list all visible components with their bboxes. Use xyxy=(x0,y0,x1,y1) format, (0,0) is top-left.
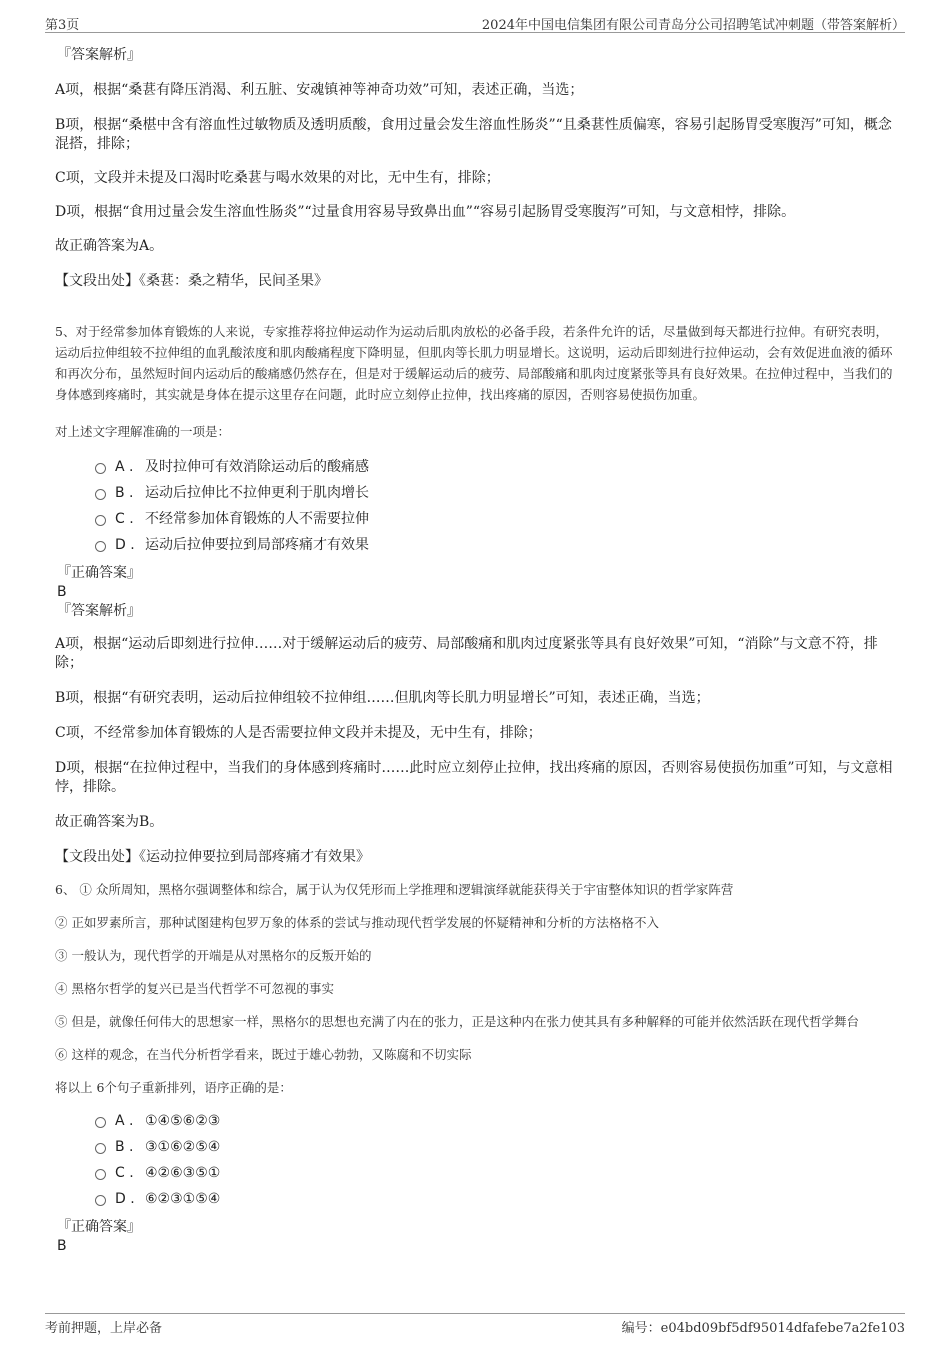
radio-icon[interactable] xyxy=(95,1169,106,1180)
radio-icon[interactable] xyxy=(95,463,106,474)
q5-analysis-b: B项，根据“有研究表明，运动后拉伸组较不拉伸组……但肌肉等长肌力明显增长”可知，表述正确，当选； xyxy=(55,690,710,706)
q5-analysis-d: D项，根据“在拉伸过程中，当我们的身体感到疼痛时……此时应立刻停止拉伸，找出疼痛的原因，否则容易使损伤加重”可知，与文意相悖，排除。 xyxy=(55,760,893,795)
page-footer xyxy=(45,1313,905,1334)
q6-sentence-3: ③ 一般认为，现代哲学的开端是从对黑格尔的反叛开始的 xyxy=(55,948,372,963)
q4-analysis-tag: 『答案解析』 xyxy=(57,47,141,63)
q6-sentence-4: ④ 黑格尔哲学的复兴已是当代哲学不可忽视的事实 xyxy=(55,981,334,996)
q6-sentence-6: ⑥ 这样的观念，在当代分析哲学看来，既过于雄心勃勃，又陈腐和不切实际 xyxy=(55,1047,472,1062)
q5-option-b[interactable]: B . 运动后拉伸比不拉伸更利于肌肉增长 xyxy=(95,480,895,506)
q4-source: 【文段出处】《桑葚：桑之精华，民间圣果》 xyxy=(55,273,328,289)
radio-icon[interactable] xyxy=(95,515,106,526)
q5-analysis-a: A项，根据“运动后即刻进行拉伸……对于缓解运动后的疲劳、局部酸痛和肌肉过度紧张等具有良好效果”可知，“消除”与文意不符，排除； xyxy=(55,636,878,671)
q6-answer-tag: 『正确答案』 xyxy=(57,1219,141,1235)
page-header xyxy=(45,14,905,33)
radio-icon[interactable] xyxy=(95,1195,106,1206)
q5-answer: B xyxy=(57,584,67,600)
radio-icon[interactable] xyxy=(95,541,106,552)
q5-source: 【文段出处】《运动拉伸要拉到局部疼痛才有效果》 xyxy=(55,849,370,865)
q6-sentence-2: ② 正如罗素所言，那种试图建构包罗万象的体系的尝试与推动现代哲学发展的怀疑精神和分析的方法格格不入 xyxy=(55,915,659,930)
q4-analysis-c: C项，文段并未提及口渴时吃桑葚与喝水效果的对比，无中生有，排除； xyxy=(55,170,500,186)
q5-option-a[interactable]: A . 及时拉伸可有效消除运动后的酸痛感 xyxy=(95,454,895,480)
q6-option-a[interactable]: A . ①④⑤⑥②③ xyxy=(95,1108,895,1134)
q5-conclusion: 故正确答案为B。 xyxy=(55,814,164,830)
q6-question: 将以上 6个句子重新排列，语序正确的是： xyxy=(55,1080,292,1095)
q5-option-d[interactable]: D . 运动后拉伸要拉到局部疼痛才有效果 xyxy=(95,532,895,558)
q5-options xyxy=(55,454,895,558)
q5-analysis-tag: 『答案解析』 xyxy=(57,603,141,619)
document-id: 编号：e04bd09bf5df95014dfafebe7a2fe103 xyxy=(621,1321,905,1336)
q6-option-c[interactable]: C . ④②⑥③⑤① xyxy=(95,1160,895,1186)
page-content xyxy=(55,46,895,1256)
q6-answer: B xyxy=(57,1238,67,1254)
q6-option-b[interactable]: B . ③①⑥②⑤④ xyxy=(95,1134,895,1160)
q6-sentence-5: ⑤ 但是，就像任何伟大的思想家一样，黑格尔的思想也充满了内在的张力，正是这种内在张力使其具有多种解释的可能并依然活跃在现代哲学舞台 xyxy=(55,1014,859,1029)
footer-slogan: 考前押题，上岸必备 xyxy=(45,1321,163,1336)
q4-analysis-a: A项，根据“桑葚有降压消渴、利五脏、安魂镇神等神奇功效”可知，表述正确，当选； xyxy=(55,82,584,98)
q5-question: 对上述文字理解准确的一项是： xyxy=(55,424,231,439)
q6-options xyxy=(55,1108,895,1212)
q5-option-c[interactable]: C . 不经常参加体育锻炼的人不需要拉伸 xyxy=(95,506,895,532)
document-title: 2024年中国电信集团有限公司青岛分公司招聘笔试冲刺题（带答案解析） xyxy=(481,18,905,33)
q5-analysis-c: C项，不经常参加体育锻炼的人是否需要拉伸文段并未提及，无中生有，排除； xyxy=(55,725,542,741)
q5-passage: 5、对于经常参加体育锻炼的人来说，专家推荐将拉伸运动作为运动后肌肉放松的必备手段，若条件允许的话，尽量做到每天都进行拉伸。有研究表明，运动后拉伸组较不拉伸组的血乳酸浓度和肌肉酸痛程度下降明显，但肌肉等长肌力明显增长。这说明，运动后即刻进行拉伸运动，会有效促进血液的循环和再次分布，虽然短时间内运动后的酸痛感仍然存在，但是对于缓解运动后的疲劳、局部酸痛和肌肉过度紧张等具有良好效果。在拉伸过程中，当我们的身体感到疼痛时，其实就是身体在提示这里存在问题，此时应立刻停止拉伸，找出疼痛的原因，否则容易使损伤加重。 xyxy=(55,324,893,402)
q4-analysis-b: B项，根据“桑椹中含有溶血性过敏物质及透明质酸，食用过量会发生溶血性肠炎”“且桑葚性质偏寒，容易引起肠胃受寒腹泻”可知，概念混搭，排除； xyxy=(55,117,892,152)
page-number: 第3页 xyxy=(45,18,80,33)
q6-option-d[interactable]: D . ⑥②③①⑤④ xyxy=(95,1186,895,1212)
radio-icon[interactable] xyxy=(95,1143,106,1154)
q6-sentence-1: 6、 ① 众所周知，黑格尔强调整体和综合，属于认为仅凭形而上学推理和逻辑演绎就能获得关于宇宙整体知识的哲学家阵营 xyxy=(55,882,734,897)
radio-icon[interactable] xyxy=(95,1117,106,1128)
radio-icon[interactable] xyxy=(95,489,106,500)
q4-analysis-d: D项，根据“食用过量会发生溶血性肠炎”“过量食用容易导致鼻出血”“容易引起肠胃受寒腹泻”可知，与文意相悖，排除。 xyxy=(55,204,796,220)
q4-conclusion: 故正确答案为A。 xyxy=(55,238,164,254)
q5-answer-tag: 『正确答案』 xyxy=(57,565,141,581)
